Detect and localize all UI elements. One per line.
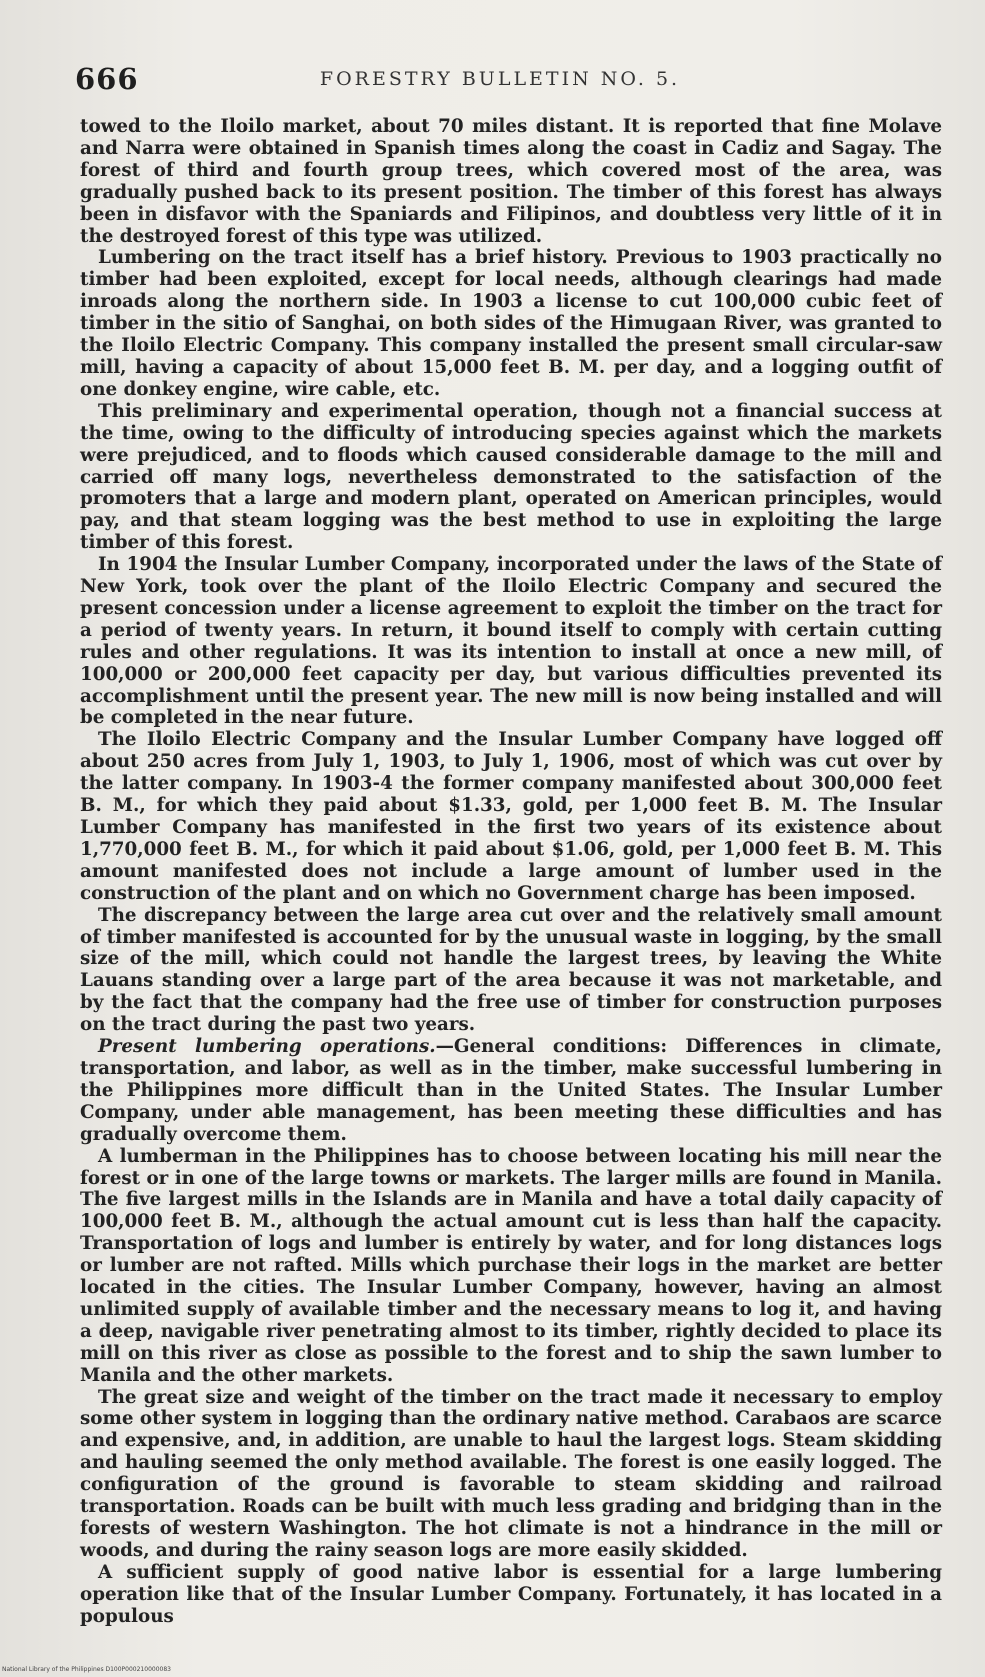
paragraph: The great size and weight of the timber on the tract made it necessary to employ some other system in logging than the ordinary native method. Carabaos are scarce and expensive, and, in addition, are unable to haul the largest logs. Steam skidding and hauling seemed the only method available. The forest is one easily logged. The configuration of the ground is favorable to steam skidding and railroad transportation. Roads can be built with much less grading and bridging than in the forests of western Washington. The hot climate is not a hindrance in the mill or woods, and during the rainy season logs are more easily skidded. bbox=[80, 1386, 942, 1561]
page-header bbox=[70, 62, 930, 102]
paragraph-with-heading bbox=[80, 1036, 942, 1146]
paragraph: towed to the Iloilo market, about 70 miles distant. It is reported that fine Molave and Narra were obtained in Spanish times along the coast in Cadiz and Sagay. The forest of third and fourth group trees, which covered most of the area, was gradually pushed back to its present position. The timber of this forest has always been in disfavor with the Spaniards and Filipinos, and doubtless very little of it in the destroyed forest of this type was utilized. bbox=[80, 116, 942, 247]
body-text bbox=[80, 116, 942, 1628]
paragraph: Lumbering on the tract itself has a brief history. Previous to 1903 practically no timber had been exploited, except for local needs, although clearings had made inroads along the northern side. In 1903 a license to cut 100,000 cubic feet of timber in the sitio of Sanghai, on both sides of the Himugaan River, was granted to the Iloilo Electric Company. This company installed the present small circular-saw mill, having a capacity of about 15,000 feet B. M. per day, and a logging outfit of one donkey engine, wire cable, etc. bbox=[80, 247, 942, 400]
paragraph: A lumberman in the Philippines has to choose between locating his mill near the forest or in one of the large towns or markets. The larger mills are found in Manila. The five largest mills in the Islands are in Manila and have a total daily capacity of 100,000 feet B. M., although the actual amount cut is less than half the capacity. Transportation of logs and lumber is entirely by water, and for long distances logs or lumber are not rafted. Mills which purchase their logs in the market are better located in the cities. The Insular Lumber Company, however, having an almost unlimited supply of available timber and the necessary means to log it, and having a deep, navigable river penetrating almost to its timber, rightly decided to place its mill on this river as close as possible to the forest and to ship the sawn lumber to Manila and the other markets. bbox=[80, 1145, 942, 1386]
paragraph: This preliminary and experimental operation, though not a financial success at the time, owing to the difficulty of introducing species against which the markets were prejudiced, and to floods which caused considerable damage to the mill and carried off many logs, nevertheless demonstrated to the satisfaction of the promoters that a large and modern plant, operated on American principles, would pay, and that steam logging was the best method to use in exploiting the large timber of this forest. bbox=[80, 400, 942, 554]
paragraph: The discrepancy between the large area cut over and the relatively small amount of timber manifested is accounted for by the unusual waste in logging, by the small size of the mill, which could not handle the largest trees, by leaving the White Lauans standing over a large part of the area because it was not marketable, and by the fact that the company had the free use of timber for construction purposes on the tract during the past two years. bbox=[80, 904, 942, 1036]
paragraph: In 1904 the Insular Lumber Company, incorporated under the laws of the State of New York, took over the plant of the Iloilo Electric Company and secured the present concession under a license agreement to exploit the timber on the tract for a period of twenty years. In return, it bound itself to comply with certain cutting rules and other regulations. It was its intention to install at once a new mill, of 100,000 or 200,000 feet capacity per day, but various difficulties prevented its accomplishment until the present year. The new mill is now being installed and will be completed in the near future. bbox=[80, 554, 942, 729]
page-number: 666 bbox=[75, 62, 139, 96]
paragraph-text: General conditions: Differences in climate, transportation, and labor, as well as in the timber, make successful lumbering in the Philippines more difficult than in the United States. The Insular Lumber Company, under able management, has been meeting these difficulties and has gradually overcome them. bbox=[80, 1036, 943, 1145]
scan-footer: National Library of the Philippines D100P000210000083 bbox=[2, 1666, 171, 1673]
section-heading: Present lumbering operations. bbox=[98, 1036, 436, 1058]
paragraph: The Iloilo Electric Company and the Insular Lumber Company have logged off about 250 acres from July 1, 1903, to July 1, 1906, most of which was cut over by the latter company. In 1903-4 the former company manifested about 300,000 feet B. M., for which they paid about $1.33, gold, per 1,000 feet B. M. The Insular Lumber Company has manifested in the first two years of its existence about 1,770,000 feet B. M., for which it paid about $1.06, gold, per 1,000 feet B. M. This amount manifested does not include a large amount of lumber used in the construction of the plant and on which no Government charge has been imposed. bbox=[80, 729, 942, 904]
section-dash: — bbox=[435, 1036, 454, 1058]
running-head: FORESTRY BULLETIN NO. 5. bbox=[319, 68, 681, 90]
paragraph: A sufficient supply of good native labor is essential for a large lumbering operation like that of the Insular Lumber Company. Fortunately, it has located in a populous bbox=[80, 1561, 942, 1627]
